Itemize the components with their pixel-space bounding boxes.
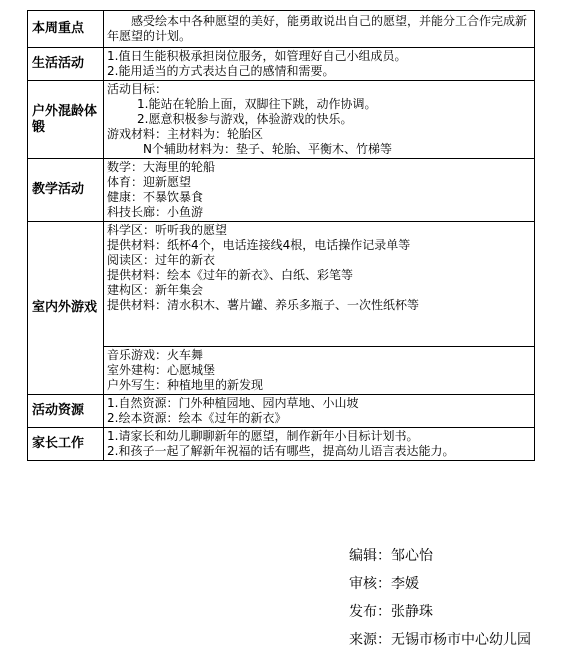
credit-source: 来源：无锡市杨市中心幼儿园 [349, 632, 531, 648]
credit-publisher: 发布：张静珠 [349, 604, 433, 620]
cell-life-activities [104, 48, 535, 81]
header-life-activities: 生活活动 [28, 48, 104, 81]
teaching-item: 健康：不暴饮暴食 [107, 190, 204, 204]
cell-resources [104, 395, 535, 428]
goal-item: 2.愿意积极参与游戏，体验游戏的快乐。 [137, 112, 353, 126]
row-life-activities [28, 48, 535, 81]
row-games-indoor [28, 222, 535, 347]
outdoor-game-line: 室外建构：心愿城堡 [107, 363, 216, 377]
header-outdoor-exercise: 户外混龄体锻 [28, 81, 104, 159]
header-resources: 活动资源 [28, 395, 104, 428]
row-outdoor-exercise [28, 81, 535, 159]
goal-item: 1.能站在轮胎上面，双脚往下跳，动作协调。 [137, 97, 377, 111]
cell-outdoor-exercise [104, 81, 535, 159]
indoor-game-line: 提供材料：绘本《过年的新衣》、白纸、彩笔等 [107, 268, 354, 282]
life-line: 1.值日生能积极承担岗位服务，如管理好自己小组成员。 [107, 49, 407, 63]
credit-reviewer: 审核：李媛 [349, 576, 419, 592]
weekly-plan-table [27, 10, 535, 461]
teaching-item: 科技长廊：小鱼游 [107, 205, 204, 219]
header-games: 室内外游戏 [28, 222, 104, 395]
cell-teaching [104, 159, 535, 222]
row-resources [28, 395, 535, 428]
outdoor-game-line: 音乐游戏：火车舞 [107, 348, 204, 362]
teaching-item: 体育：迎新愿望 [107, 175, 192, 189]
header-teaching: 教学活动 [28, 159, 104, 222]
cell-games-indoor [104, 222, 535, 347]
materials-main: 游戏材料：主材料为：轮胎区 [107, 127, 264, 141]
life-line: 2.能用适当的方式表达自己的感情和需要。 [107, 64, 335, 78]
materials-aux: N个辅助材料为：垫子、轮胎、平衡木、竹梯等 [143, 142, 392, 156]
header-weekly-focus: 本周重点 [28, 11, 104, 48]
goal-label: 活动目标： [107, 82, 168, 96]
indoor-game-line: 提供材料：纸杯4个，电话连接线4根，电话操作记录单等 [107, 238, 411, 252]
teaching-item: 数学：大海里的轮船 [107, 160, 216, 174]
indoor-game-line: 科学区：听听我的愿望 [107, 223, 228, 237]
indoor-game-line: 建构区：新年集会 [107, 283, 204, 297]
weekly-focus-text: 感受绘本中各种愿望的美好，能勇敢说出自己的愿望，并能分工合作完成新年愿望的计划。 [107, 14, 528, 43]
resource-line: 2.绘本资源：绘本《过年的新衣》 [107, 411, 287, 425]
row-weekly-focus [28, 11, 535, 48]
indoor-game-line: 阅读区：过年的新衣 [107, 253, 216, 267]
parent-line: 2.和孩子一起了解新年祝福的话有哪些，提高幼儿语言表达能力。 [107, 444, 455, 458]
outdoor-game-line: 户外写生：种植地里的新发现 [107, 378, 264, 392]
cell-parents [104, 428, 535, 461]
row-games-outdoor [28, 347, 535, 395]
indoor-game-line: 提供材料：清水积木、薯片罐、养乐多瓶子、一次性纸杯等 [107, 298, 420, 312]
row-parents [28, 428, 535, 461]
credit-editor: 编辑：邹心怡 [349, 548, 433, 564]
parent-line: 1.请家长和幼儿聊聊新年的愿望，制作新年小目标计划书。 [107, 429, 419, 443]
resource-line: 1.自然资源：门外种植园地、园内草地、小山坡 [107, 396, 359, 410]
credits-block [349, 546, 531, 658]
header-parents: 家长工作 [28, 428, 104, 461]
cell-weekly-focus [104, 11, 535, 48]
cell-games-outdoor [104, 347, 535, 395]
row-teaching [28, 159, 535, 222]
